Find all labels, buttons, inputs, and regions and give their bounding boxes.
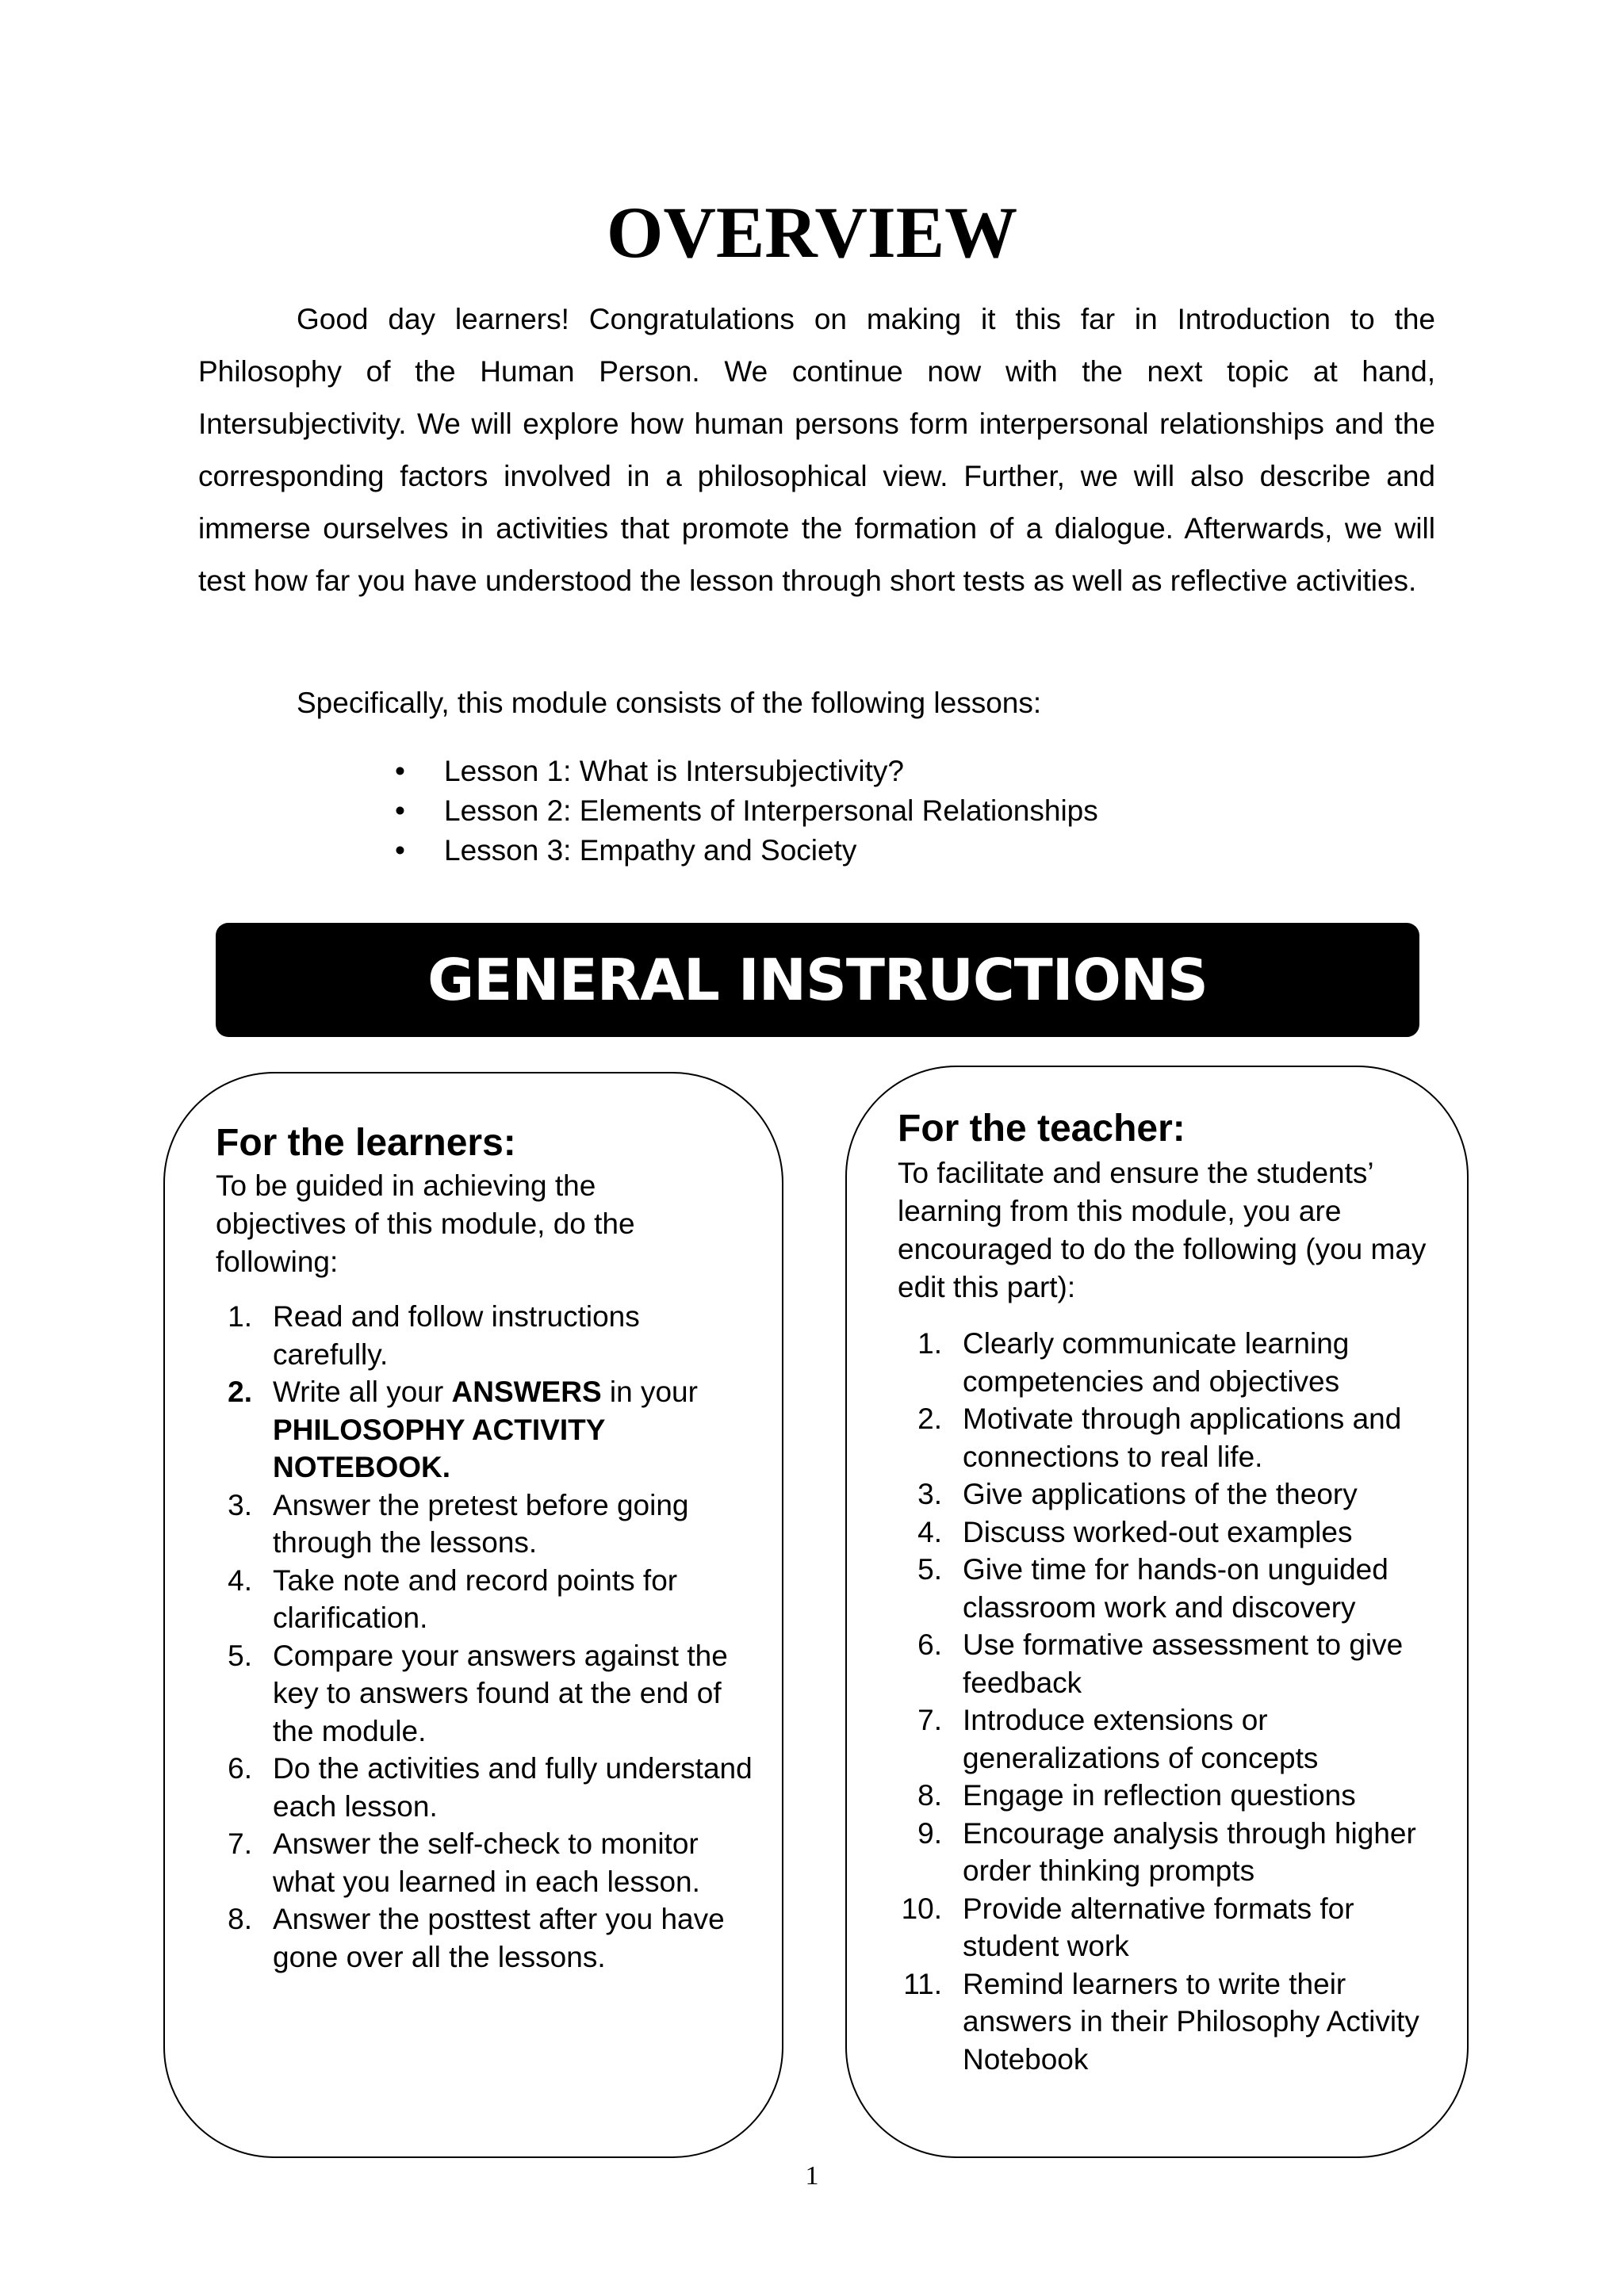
- list-number: 11.: [903, 1967, 942, 2000]
- list-item-text: Answer the self-check to monitor what you learned in each lesson.: [273, 1827, 700, 1898]
- text-run-bold: ANSWERS: [451, 1376, 602, 1408]
- list-item: [864, 1965, 1451, 2079]
- list-item: [864, 1400, 1451, 1475]
- teacher-instructions-list: [864, 1325, 1451, 2078]
- list-item-text: Give applications of the theory: [963, 1478, 1358, 1510]
- learners-panel: [163, 1072, 783, 2158]
- learners-instructions-list: [174, 1298, 761, 1976]
- list-item-text: Discuss worked-out examples: [963, 1515, 1353, 1548]
- list-item: [864, 1325, 1451, 1400]
- list-item-text: Use formative assessment to give feedback: [963, 1628, 1404, 1699]
- list-item: [864, 1701, 1451, 1777]
- list-item: [395, 752, 1426, 791]
- bullet-icon: •: [395, 794, 405, 827]
- list-number: 10.: [901, 1892, 942, 1925]
- teacher-heading: For the teacher:: [898, 1108, 1185, 1150]
- list-item-text: Encourage analysis through higher order thinking prompts: [963, 1816, 1416, 1887]
- teacher-description: To facilitate and ensure the students’ learning from this module, you are encouraged to do the following (you may edit this part):: [898, 1157, 1427, 1303]
- list-item: [395, 791, 1426, 831]
- list-number: 5.: [228, 1639, 252, 1672]
- list-item-text: Answer the posttest after you have gone over all the lessons.: [273, 1903, 725, 1973]
- list-number: 6.: [917, 1628, 942, 1661]
- list-item: [395, 831, 1426, 871]
- general-instructions-banner: GENERAL INSTRUCTIONS: [216, 923, 1419, 1037]
- list-item: [864, 1626, 1451, 1701]
- list-number: 6.: [228, 1752, 252, 1785]
- list-item: [864, 1890, 1451, 1965]
- list-number: 3.: [228, 1488, 252, 1521]
- lesson-label: Lesson 2: Elements of Interpersonal Relationships: [444, 794, 1098, 827]
- bullet-icon: •: [395, 755, 405, 787]
- list-item: [864, 1551, 1451, 1626]
- lessons-list: [395, 752, 1426, 871]
- list-item: [174, 1750, 761, 1825]
- list-item-text: Introduce extensions or generalizations of concepts: [963, 1704, 1319, 1774]
- list-item: [174, 1487, 761, 1562]
- page-number: 1: [805, 2161, 819, 2191]
- lesson-label: Lesson 3: Empathy and Society: [444, 834, 857, 867]
- list-item-text: Compare your answers against the key to answers found at the end of the module.: [273, 1639, 728, 1747]
- list-item-text: Clearly communicate learning competencies and objectives: [963, 1327, 1350, 1398]
- list-item-text: Do the activities and fully understand each lesson.: [273, 1752, 753, 1823]
- list-item: [174, 1373, 761, 1487]
- lessons-lead: Specifically, this module consists of the following lessons:: [297, 687, 1042, 719]
- overview-intro: Good day learners! Congratulations on making it this far in Introduction to the Philosophy of the Human Person. We continue now with the next topic at hand, Intersubjectivity. We will explore how human persons form interpersonal relationships and the corresponding factors involved in a philosophical view. Further, we will also describe and immerse ourselves in activities that promote the formation of a dialogue. Afterwards, we will test how far you have understood the lesson through short tests as well as reflective activities.: [198, 303, 1435, 597]
- list-number: 4.: [228, 1563, 252, 1597]
- list-number: 1.: [917, 1327, 942, 1360]
- list-item: [864, 1815, 1451, 1890]
- text-run-bold: PHILOSOPHY ACTIVITY NOTEBOOK.: [273, 1413, 605, 1483]
- list-item-text: Take note and record points for clarification.: [273, 1563, 678, 1634]
- learners-heading: For the learners:: [216, 1122, 516, 1164]
- overview-title: OVERVIEW: [606, 192, 1018, 273]
- list-number: 7.: [917, 1704, 942, 1736]
- learners-description: To be guided in achieving the objectives of this module, do the following:: [216, 1169, 635, 1278]
- list-item: [174, 1637, 761, 1751]
- list-item-text: Answer the pretest before going through the lessons.: [273, 1488, 689, 1559]
- list-number: 8.: [917, 1779, 942, 1812]
- list-item-text: Remind learners to write their answers in their Philosophy Activity Notebook: [963, 1967, 1419, 2076]
- list-item: [864, 1777, 1451, 1815]
- list-number: 8.: [228, 1903, 252, 1935]
- list-item-text: Motivate through applications and connections to real life.: [963, 1402, 1402, 1473]
- list-number: 5.: [917, 1553, 942, 1586]
- list-number: 7.: [228, 1827, 252, 1860]
- list-number: 3.: [917, 1478, 942, 1510]
- list-item: [174, 1900, 761, 1976]
- list-item: [864, 1475, 1451, 1513]
- list-item: [174, 1825, 761, 1900]
- list-number: 2.: [228, 1376, 252, 1408]
- teacher-panel: [845, 1066, 1469, 2158]
- list-item-text: [273, 1376, 698, 1483]
- list-item-text: Read and follow instructions carefully.: [273, 1300, 640, 1371]
- list-item: [864, 1513, 1451, 1552]
- list-item-text: Provide alternative formats for student work: [963, 1892, 1354, 1962]
- list-item-text: Engage in reflection questions: [963, 1779, 1356, 1812]
- text-run: Write all your: [273, 1376, 452, 1408]
- list-number: 9.: [917, 1816, 942, 1850]
- list-number: 2.: [917, 1402, 942, 1435]
- list-item: [174, 1562, 761, 1637]
- bullet-icon: •: [395, 834, 405, 867]
- list-number: 1.: [228, 1300, 252, 1333]
- text-run: in your: [601, 1376, 698, 1408]
- lesson-label: Lesson 1: What is Intersubjectivity?: [444, 755, 904, 787]
- list-item-text: Give time for hands-on unguided classroom work and discovery: [963, 1553, 1388, 1624]
- list-number: 4.: [917, 1515, 942, 1548]
- list-item: [174, 1298, 761, 1373]
